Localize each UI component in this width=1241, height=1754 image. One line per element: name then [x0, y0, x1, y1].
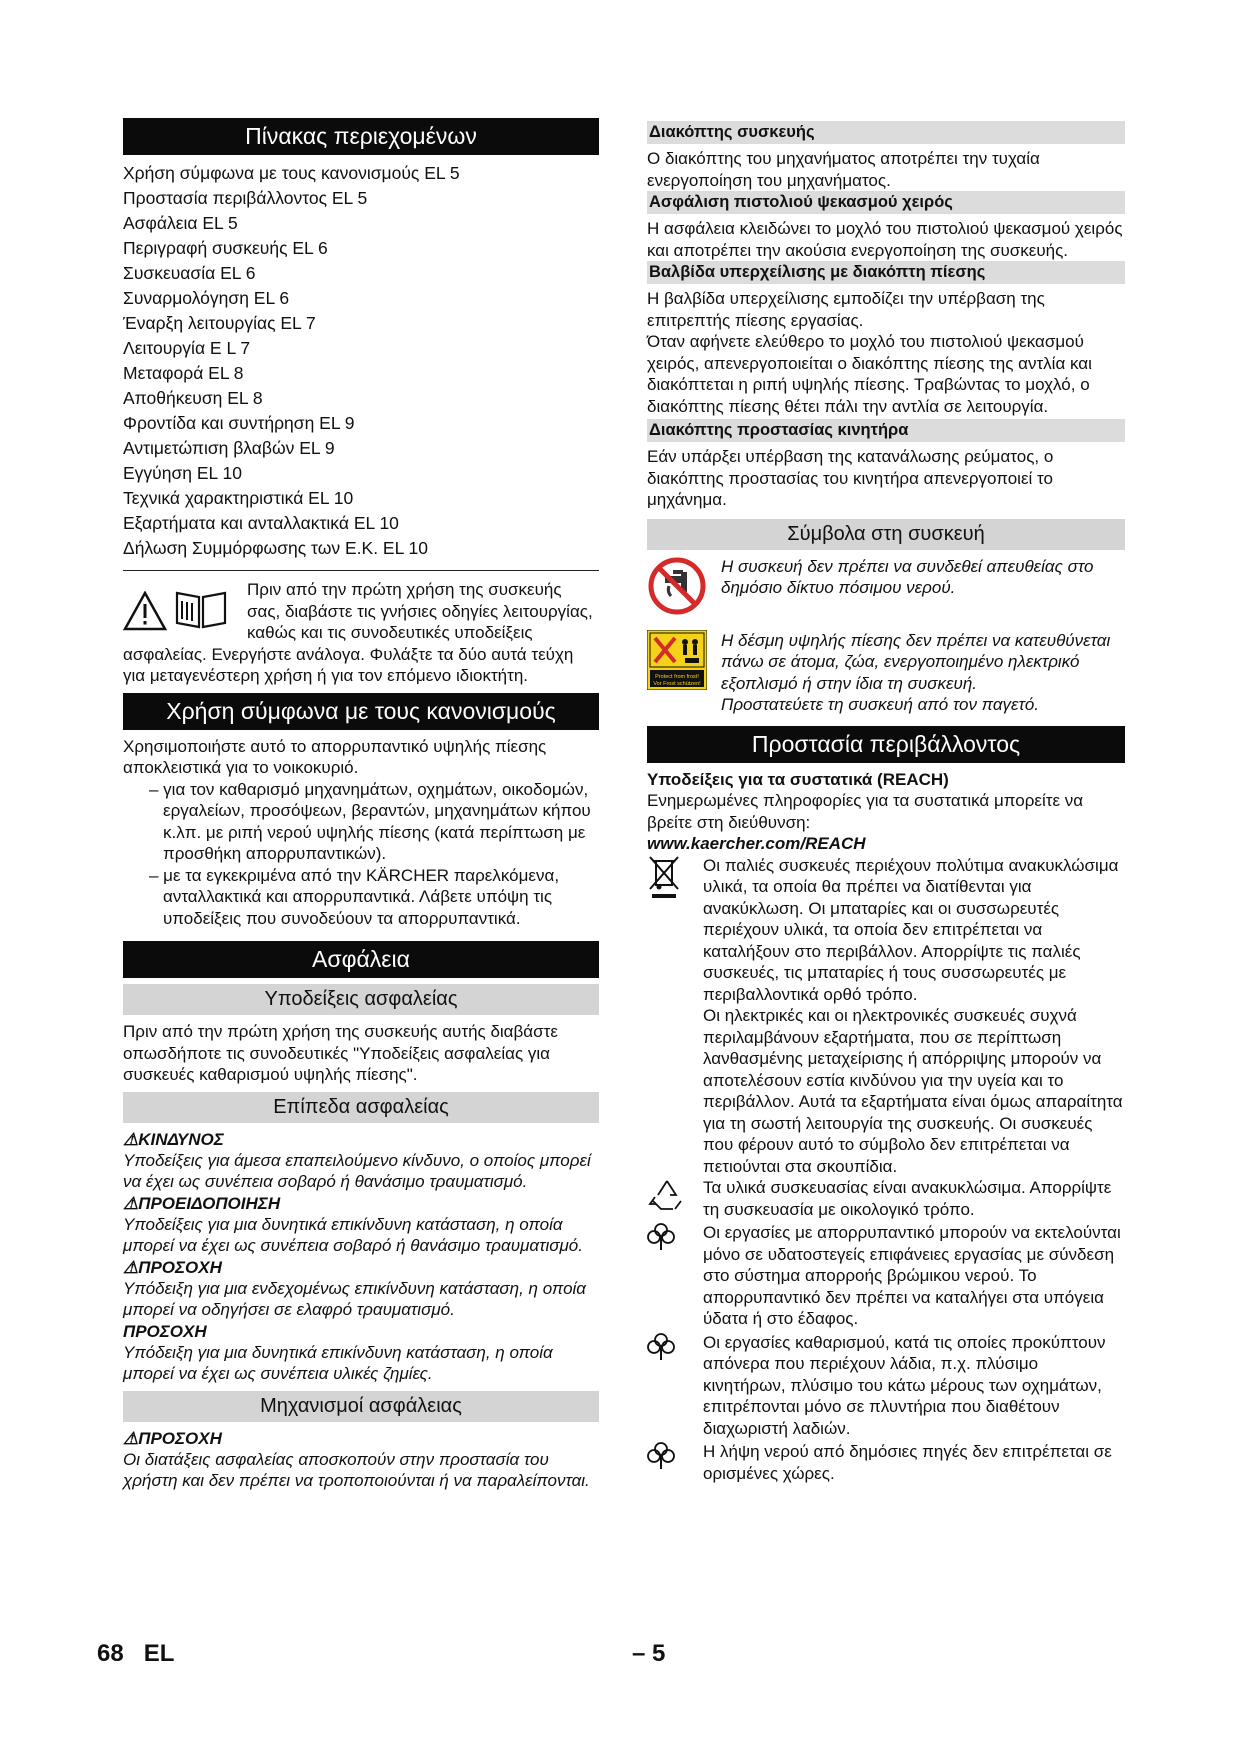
divider	[123, 570, 599, 571]
safety-mech-title: Μηχανισμοί ασφάλειας	[123, 1391, 599, 1422]
switch-title: Διακόπτης συσκευής	[647, 121, 1125, 144]
use-title: Χρήση σύμφωνα με τους κανονισμούς	[123, 693, 599, 730]
motor-title: Διακόπτης προστασίας κινητήρα	[647, 419, 1125, 442]
warning-icon: ⚠	[123, 1257, 139, 1277]
environment-tree-icon	[647, 1332, 675, 1362]
danger-text: Υποδείξεις για άμεσα επαπειλούμενο κίνδυνο, ο οποίος μπορεί να έχει ως συνέπεια σοβαρό ή θανάσιμο τραυματισμό.	[123, 1150, 591, 1191]
intro-text: Πριν από την πρώτη χρήση της συσκευής σας, διαβάστε τις γνήσιες οδηγίες λειτουργίας, καθώς και τις συνοδευτικές υποδείξεις ασφαλείας. Ενεργήστε ανάλογα. Φυλάξτε τα δύο αυτά τεύχη για μεταγενέστερη χρήση ή για τον επόμενο ιδιοκτήτη.	[123, 580, 593, 685]
toc-entry[interactable]: Φροντίδα και συντήρηση EL 9	[123, 413, 355, 433]
eco-row	[647, 1222, 1125, 1330]
toc-entry[interactable]: Μεταφορά EL 8	[123, 363, 244, 383]
use-item: – για τον καθαρισμό μηχανημάτων, οχημάτων, οικοδομών, εργαλείων, προσόψεων, βεραντών, μηχανημάτων κήπου κ.λπ. με ριπή νερού υψηλής πίεσης (κατά περίπτωση με προσθήκη απορρυπαντικών).	[149, 779, 591, 863]
symbol-2-text: Η δέσμη υψηλής πίεσης δεν πρέπει να κατευθύνεται πάνω σε άτομα, ζώα, ενεργοποιημένο ηλεκτρικό εξοπλισμό ή στην ίδια τη συσκευή.	[721, 630, 1111, 693]
mech-caution-label: ⚠ΠΡΟΣΟΧΗ	[123, 1428, 222, 1448]
warning-label: ⚠ΠΡΟΕΙΔΟΠΟΙΗΣΗ	[123, 1193, 281, 1213]
environment-tree-icon	[647, 1222, 675, 1252]
left-column	[123, 118, 599, 1492]
eco-text-2: Οι εργασίες καθαρισμού, κατά τις οποίες προκύπτουν απόνερα που περιέχουν λάδια, π.χ. πλύσιμο κινητήρων, πλύσιμο του κάτω μέρους των οχημάτων, επιτρέπονται μόνο σε πλυντήρια που διαθέτουν διαχωριστή λαδιών.	[703, 1332, 1106, 1438]
weee-text-1: Οι παλιές συσκευές περιέχουν πολύτιμα ανακυκλώσιμα υλικά, τα οποία θα πρέπει να διατίθενται για ανακύκλωση. Οι μπαταρίες και οι συσσωρευτές περιέχουν υλικά, τα οποία δεν επιτρέπεται να καταλήξουν στο περιβάλλον. Απορρίψτε τις παλιές συσκευές, τις μπαταρίες ή τους συσσωρευτές με περιβαλλοντικά ορθό τρόπο.	[703, 855, 1119, 1004]
toc-entry[interactable]: Τεχνικά χαρακτηριστικά EL 10	[123, 488, 354, 508]
toc-entry[interactable]: Αντιμετώπιση βλαβών EL 9	[123, 438, 335, 458]
toc-entry[interactable]: Αποθήκευση EL 8	[123, 388, 263, 408]
lock-text: Η ασφάλεια κλειδώνει το μοχλό του πιστολιού ψεκασμού χειρός και αποτρέπει την ακούσια ενεργοποίηση της συσκευής.	[647, 219, 1123, 260]
environment-tree-icon	[647, 1441, 675, 1471]
toc-entry[interactable]: Ασφάλεια EL 5	[123, 213, 238, 233]
weee-text-2: Οι ηλεκτρικές και οι ηλεκτρονικές συσκευές συχνά περιλαμβάνουν εξαρτήματα, που σε περίπτωση λανθασμένης μεταχείρισης ή απόρριψης μπορούν να αποτελέσουν εστία κινδύνου για την υγεία και το περιβάλλον. Αυτά τα εξαρτήματα είναι όμως απαραίτητα για τη σωστή λειτουργία της συσκευής. Οι συσκευές που φέρουν αυτό το σύμβολο δεν επιτρέπεται να πετιούνται στα σκουπίδια.	[703, 1006, 1123, 1176]
valve-title: Βαλβίδα υπερχείλισης με διακόπτη πίεσης	[647, 261, 1125, 284]
symbols-title: Σύμβολα στη συσκευή	[647, 519, 1125, 550]
manual-book-icon	[173, 589, 229, 631]
toc-entry[interactable]: Συσκευασία EL 6	[123, 263, 256, 283]
toc-entry[interactable]: Λειτουργία E L 7	[123, 338, 251, 358]
symbol-row	[647, 630, 1125, 716]
env-title: Προστασία περιβάλλοντος	[647, 726, 1125, 763]
warning-text: Υποδείξεις για μια δυνητικά επικίνδυνη κατάσταση, η οποία μπορεί να έχει ως συνέπεια σοβαρό ή θανάσιμο τραυματισμό.	[123, 1214, 583, 1255]
recycle-text: Τα υλικά συσκευασίας είναι ανακυκλώσιμα. Απορρίψτε τη συσκευασία με οικολογικό τρόπο.	[703, 1178, 1112, 1219]
danger-label: ⚠ΚΙΝΔΥΝΟΣ	[123, 1129, 224, 1149]
eco-row	[647, 1441, 1125, 1484]
toc-entry[interactable]: Εξαρτήματα και ανταλλακτικά EL 10	[123, 513, 399, 533]
safety-levels-title: Επίπεδα ασφαλείας	[123, 1092, 599, 1123]
recycle-icon	[647, 1177, 687, 1213]
no-drinking-water-connection-icon	[647, 556, 707, 616]
mech-text: Οι διατάξεις ασφαλείας αποσκοπούν στην προστασία του χρήστη και δεν πρέπει να τροποποιούνται ή να παραλείπονται.	[123, 1449, 590, 1490]
toc-entry[interactable]: Προστασία περιβάλλοντος EL 5	[123, 188, 368, 208]
reach-title: Υποδείξεις για τα συστατικά (REACH)	[647, 769, 949, 789]
page-number: 68 EL	[97, 1640, 175, 1667]
no-spray-at-people-icon	[647, 630, 707, 690]
warning-icon: ⚠	[123, 1193, 139, 1213]
right-column	[647, 121, 1125, 1484]
eco-text-1: Οι εργασίες με απορρυπαντικό μπορούν να εκτελούνται μόνο σε υδατοστεγείς επιφάνειες εργασίας με σύνδεση στο σύστημα απορροής βρώμικου νερού. Το απορρυπαντικό δεν πρέπει να καταλήγει στα υπόγεια ύδατα ή στο έδαφος.	[703, 1223, 1121, 1328]
attention-label: ΠΡΟΣΟΧΗ	[123, 1321, 207, 1341]
switch-text: Ο διακόπτης του μηχανήματος αποτρέπει την τυχαία ενεργοποίηση του μηχανήματος.	[647, 149, 1040, 190]
use-item: – με τα εγκεκριμένα από την KÄRCHER παρελκόμενα, ανταλλακτικά και απορρυπαντικά. Λάβετε υπόψη τις υποδείξεις που συνοδεύουν τα απορρυπαντικά.	[149, 865, 560, 928]
warning-icon: ⚠	[123, 1129, 139, 1149]
caution-text: Υπόδειξη για μια ενδεχομένως επικίνδυνη κατάσταση, η οποία μπορεί να οδηγήσει σε ελαφρό τραυματισμό.	[123, 1278, 587, 1319]
toc-entry[interactable]: Έναρξη λειτουργίας EL 7	[123, 313, 316, 333]
valve-text-2: Όταν αφήνετε ελεύθερο το μοχλό του πιστολιού ψεκασμού χειρός, απενεργοποιείται ο διακόπτης πίεσης της αντλία και διακόπτεται η ριπή υψηλής πίεσης. Τραβώντας το μοχλό, ο διακόπτης πίεσης θέτει πάλι την αντλία σε λειτουργία.	[647, 332, 1092, 416]
warning-triangle-icon	[123, 591, 167, 631]
safety-notes-text: Πριν από την πρώτη χρήση της συσκευής αυτής διαβάστε οπωσδήποτε τις συνοδευτικές "Υποδείξεις ασφαλείας για συσκευές καθαρισμού υψηλής πίεσης".	[123, 1022, 558, 1084]
use-text: Χρησιμοποιήστε αυτό το απορρυπαντικό υψηλής πίεσης αποκλειστικά για το νοικοκυριό.	[123, 736, 547, 777]
attention-text: Υπόδειξη για μια δυνητικά επικίνδυνη κατάσταση, η οποία μπορεί να έχει ως συνέπεια υλικές ζημίες.	[123, 1342, 553, 1383]
weee-row	[647, 855, 1125, 1178]
toc-entry[interactable]: Εγγύηση EL 10	[123, 463, 242, 483]
reach-text: Ενημερωμένες πληροφορίες για τα συστατικά μπορείτε να βρείτε στη διεύθυνση:	[647, 791, 1084, 832]
intro-icons	[123, 583, 239, 631]
safety-title: Ασφάλεια	[123, 941, 599, 978]
valve-text-1: Η βαλβίδα υπερχείλισης εμποδίζει την υπέρβαση της επιτρεπτής πίεσης εργασίας.	[647, 289, 1045, 330]
crossed-bin-icon	[647, 855, 681, 899]
toc-title: Πίνακας περιεχομένων	[123, 118, 599, 155]
warning-icon: ⚠	[123, 1428, 139, 1448]
symbol-1-text: Η συσκευή δεν πρέπει να συνδεθεί απευθείας στο δημόσιο δίκτυο πόσιμου νερού.	[721, 556, 1094, 597]
table-of-contents	[123, 161, 599, 561]
caution-label: ⚠ΠΡΟΣΟΧΗ	[123, 1257, 222, 1277]
intro-block	[123, 579, 599, 687]
toc-entry[interactable]: Συναρμολόγηση EL 6	[123, 288, 290, 308]
eco-text-3: Η λήψη νερού από δημόσιες πηγές δεν επιτρέπεται σε ορισμένες χώρες.	[703, 1442, 1112, 1483]
recycle-row	[647, 1177, 1125, 1220]
lock-title: Ασφάλιση πιστολιού ψεκασμού χειρός	[647, 191, 1125, 214]
frost-label: Vor Frost schützen!	[653, 680, 701, 687]
toc-entry[interactable]: Δήλωση Συμμόρφωσης των Ε.Κ. EL 10	[123, 538, 429, 558]
motor-text: Εάν υπάρξει υπέρβαση της κατανάλωσης ρεύματος, ο διακόπτης προστασίας του κινητήρα απενεργοποιεί το μηχάνημα.	[647, 447, 1054, 509]
toc-entry[interactable]: Χρήση σύμφωνα με τους κανονισμούς EL 5	[123, 163, 460, 183]
eco-row	[647, 1332, 1125, 1440]
reach-link[interactable]: www.kaercher.com/REACH	[647, 834, 866, 853]
folio: – 5	[632, 1640, 666, 1667]
symbol-row	[647, 556, 1125, 616]
safety-notes-title: Υποδείξεις ασφαλείας	[123, 984, 599, 1015]
frost-label: Protect from frost!	[655, 673, 699, 680]
toc-entry[interactable]: Περιγραφή συσκευής EL 6	[123, 238, 328, 258]
symbol-3-text: Προστατεύετε τη συσκευή από τον παγετό.	[721, 695, 1040, 714]
